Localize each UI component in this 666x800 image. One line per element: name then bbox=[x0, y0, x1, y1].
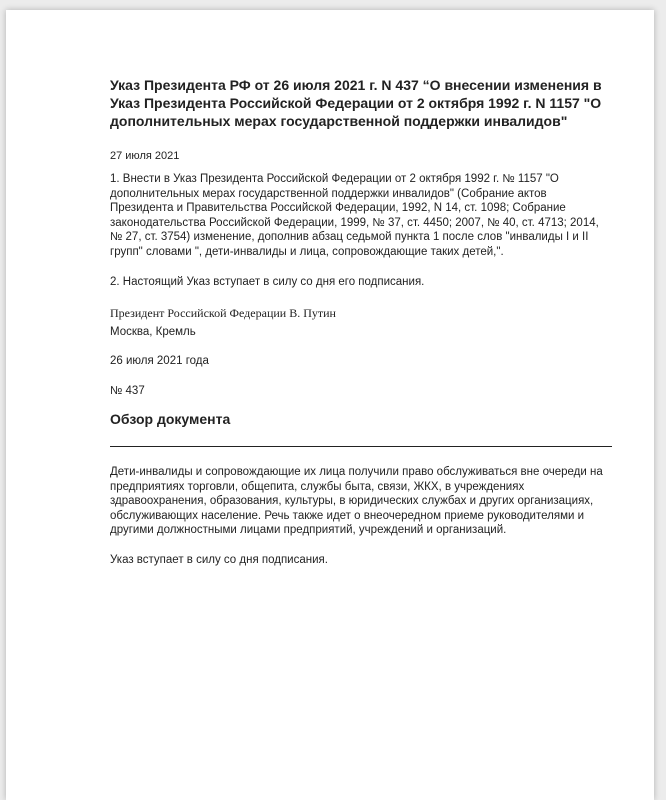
signature-line: Президент Российской Федерации В. Путин bbox=[110, 305, 336, 320]
signing-date: 26 июля 2021 года bbox=[110, 355, 209, 367]
document-title: Указ Президента РФ от 26 июля 2021 г. N 437 “О внесении изменения в Указ Президента Российской Федерации от 2 октября 1992 г. N 1157 "О дополнительных мерах государственной поддержки инвалидов" bbox=[110, 77, 602, 129]
section-divider bbox=[110, 446, 612, 447]
decree-number: № 437 bbox=[110, 384, 145, 397]
paragraph-2: 2. Настоящий Указ вступает в силу со дня его подписания. bbox=[110, 276, 425, 288]
overview-heading: Обзор документа bbox=[110, 411, 231, 427]
paragraph-1: 1. Внести в Указ Президента Российской Федерации от 2 октября 1992 г. № 1157 "О дополнительных мерах государственной поддержки инвалидов" (Собрание актов Президента и Правительства Российской Федерации, 1992, N 14, ст. 1098; Собрание законодательства Российской Федерации, 1999, № 37, ст. 4450; 2007, № 40, ст. 4713; 2014, № 27, ст. 3754) изменение, дополнив абзац седьмой пункта 1 после слов "инвалиды I и II групп" словами ", дети-инвалиды и лица, сопровождающие таких детей,". bbox=[110, 173, 599, 258]
publication-date: 27 июля 2021 bbox=[110, 150, 180, 162]
overview-paragraph-2: Указ вступает в силу со дня подписания. bbox=[110, 553, 328, 566]
signing-place: Москва, Кремль bbox=[110, 325, 196, 338]
document-page bbox=[6, 10, 654, 800]
document-content bbox=[110, 76, 612, 567]
overview-paragraph-1: Дети-инвалиды и сопровождающие их лица получили право обслуживаться вне очереди на предприятиях торговли, общепита, службы быта, связи, ЖКХ, в учреждениях здравоохранения, образования, культуры, в юридических службах и других организациях, обслуживающих население. Речь также идет о внеочередном приеме руководителями и другими должностными лицами предприятий, учреждений и организаций. bbox=[110, 466, 603, 536]
